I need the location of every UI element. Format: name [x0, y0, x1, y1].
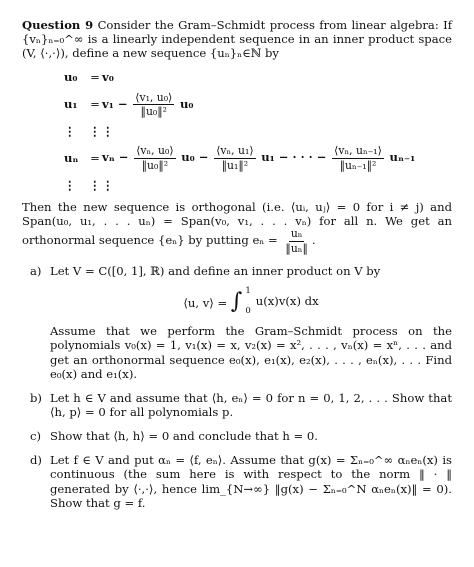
equation-lhs: ⟨u, v⟩ =	[183, 296, 228, 311]
gram-schmidt-equations	[64, 70, 452, 192]
fraction-numerator: uₙ	[290, 227, 303, 241]
eq-op: =	[90, 151, 100, 166]
vertical-dots: ⋮	[102, 124, 115, 139]
eq-term: vₙ −	[102, 150, 129, 165]
question-intro	[22, 18, 452, 60]
eq-term: u₀	[179, 96, 194, 111]
fraction	[133, 92, 174, 118]
fraction-denominator: ‖u₀‖²	[141, 158, 169, 172]
eq-rhs	[102, 92, 452, 118]
vertical-dots: ⋮	[88, 178, 102, 193]
part-text: Let V = C([0, 1], ℝ) and define an inner product on V by	[50, 264, 381, 279]
fraction	[214, 145, 255, 171]
part-a	[22, 264, 452, 381]
vertical-dots: ⋮	[88, 124, 102, 139]
eq-term: uₙ₋₁	[389, 150, 416, 165]
eq-lhs: u₁	[64, 97, 78, 112]
integral-sign: ∫	[230, 289, 243, 315]
eq-rhs: v₀	[102, 70, 114, 85]
vertical-dots: ⋮	[64, 124, 77, 139]
integral-limits	[245, 286, 250, 316]
eq-op: =	[90, 70, 100, 85]
inner-product-equation	[50, 286, 452, 316]
part-b	[22, 391, 452, 419]
part-body	[50, 264, 452, 381]
fraction-numerator: ⟨vₙ, u₀⟩	[136, 144, 174, 158]
normalization-fraction	[283, 228, 309, 254]
integral	[231, 286, 319, 316]
orthogonality-text: Then the new sequence is orthogonal (i.e. ⟨uᵢ, uⱼ⟩ = 0 for i ≠ j) and Span(u₀, u₁, . . . uₙ) = Span(v₀, v₁, . . . vₙ) for all n. We get an orthonormal sequence {eₙ} by putting eₙ =	[22, 200, 452, 248]
part-label: a)	[30, 264, 42, 279]
eq-rhs	[102, 145, 452, 171]
part-text: Let f ∈ V and put αₙ = ⟨f, eₙ⟩. Assume that g(x) = Σₙ₌₀^∞ αₙeₙ(x) is continuous (the sum here is with respect to the norm ‖ · ‖ generated by ⟨·,·⟩, hence lim_{N→∞} ‖g(x) − Σₙ₌₀^N αₙeₙ(x)‖ = 0). Show that g = f.	[50, 453, 452, 510]
question-label: Question 9	[22, 18, 94, 32]
eq-term: u₁ − · · · −	[261, 150, 327, 165]
fraction-denominator: ‖u₁‖²	[221, 158, 249, 172]
part-c	[22, 429, 452, 443]
question-parts	[22, 264, 452, 510]
fraction-numerator: ⟨vₙ, u₁⟩	[216, 144, 254, 158]
orthogonality-text-end: .	[311, 233, 316, 248]
question-intro-text: Consider the Gram–Schmidt process from linear algebra: If {vₙ}ₙ₌₀^∞ is a linearly independent sequence in an inner product space (V, ⟨·,·⟩), define a new sequence {uₙ}ₙ∈ℕ by	[22, 18, 452, 61]
vertical-dots: ⋮	[64, 178, 77, 193]
fraction-denominator: ‖uₙ‖	[285, 241, 308, 255]
part-text: Let h ∈ V and assume that ⟨h, eₙ⟩ = 0 for n = 0, 1, 2, . . . Show that ⟨h, p⟩ = 0 for all polynomials p.	[50, 390, 452, 419]
vertical-dots: ⋮	[102, 178, 115, 193]
eq-lhs: u₀	[64, 70, 78, 85]
part-label: d)	[30, 453, 42, 468]
fraction-denominator: ‖uₙ₋₁‖²	[339, 158, 377, 172]
fraction-numerator: ⟨vₙ, uₙ₋₁⟩	[334, 144, 382, 158]
fraction-denominator: ‖u₀‖²	[140, 104, 167, 118]
eq-op: =	[90, 97, 100, 112]
integrand: u(x)v(x) dx	[255, 294, 319, 309]
fraction-numerator: ⟨v₁, u₀⟩	[135, 90, 173, 104]
fraction	[332, 145, 384, 171]
part-text: Show that ⟨h, h⟩ = 0 and conclude that h = 0.	[50, 429, 318, 444]
part-label: b)	[30, 390, 42, 405]
eq-lhs: uₙ	[64, 151, 79, 166]
part-d	[22, 453, 452, 510]
part-text: Assume that we perform the Gram–Schmidt process on the polynomials v₀(x) = 1, v₁(x) = x, v₂(x) = x², . . . , vₙ(x) = xⁿ, . . . and get an orthonormal sequence e₀(x), e₁(x), e₂(x), . . . , eₙ(x), . . . Find e₀(x) and e₁(x).	[50, 324, 452, 381]
eq-term: v₁ −	[102, 96, 128, 111]
integral-upper-limit: 1	[245, 286, 251, 297]
part-label: c)	[30, 429, 42, 444]
eq-term: u₀ −	[181, 150, 209, 165]
integral-lower-limit: 0	[245, 305, 251, 316]
orthogonality-paragraph	[22, 200, 452, 254]
fraction	[134, 145, 175, 171]
